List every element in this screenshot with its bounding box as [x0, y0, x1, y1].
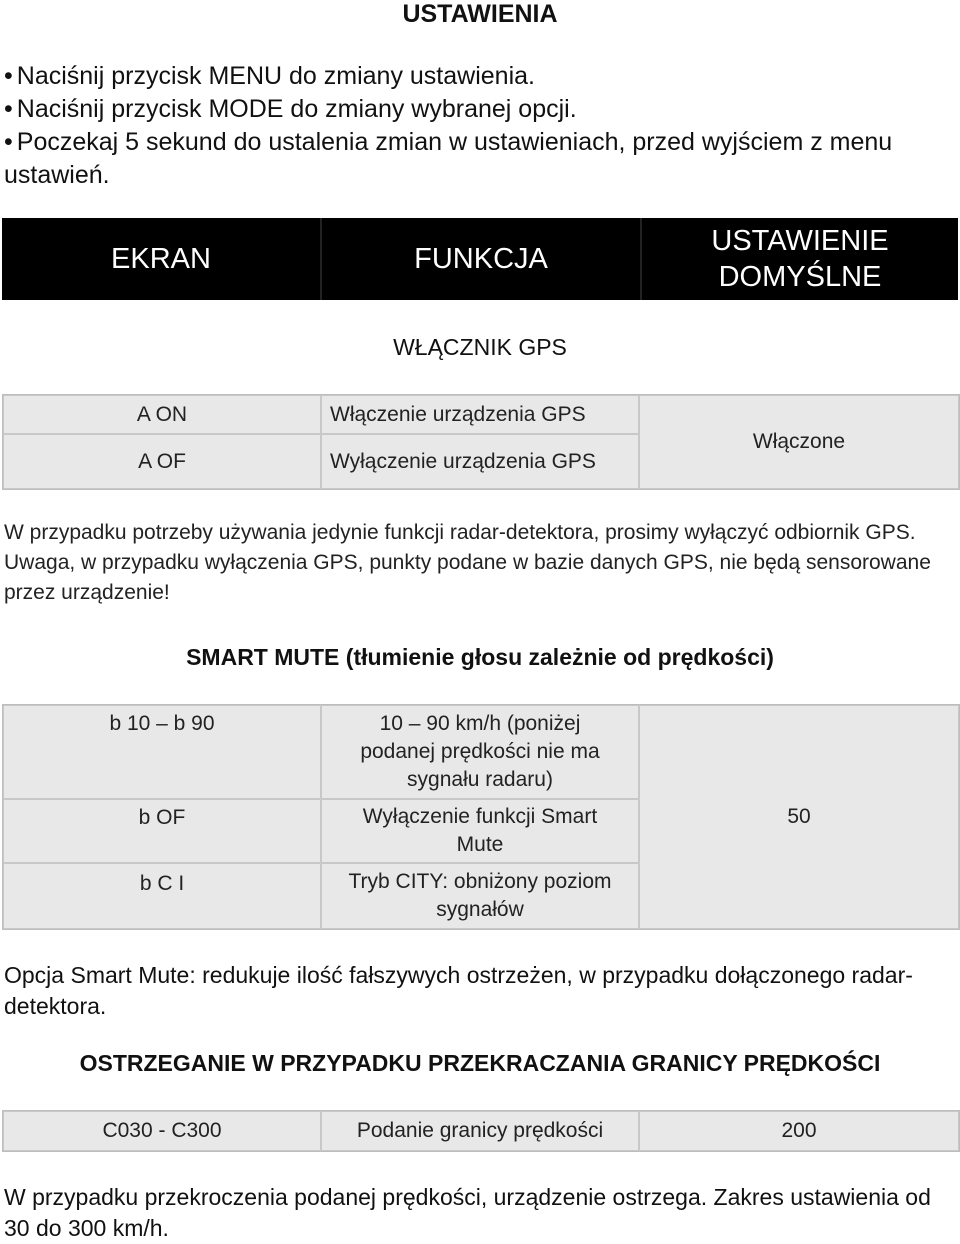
gps-row-screen: A OF [3, 434, 321, 489]
gps-section-title: WŁĄCZNIK GPS [393, 334, 567, 360]
speed-row-function: Podanie granicy prędkości [321, 1111, 639, 1151]
gps-note: W przypadku potrzeby używania jedynie funkcji radar-detektora, prosimy wyłączyć odbiornik GPS. Uwaga, w przypadku wyłączenia GPS, punkty podane w bazie danych GPS, nie będą sensorowane przez urządzenie! [4, 521, 931, 604]
header-default: USTAWIENIE DOMYŚLNE [711, 225, 889, 293]
smart-mute-row-function: 10 – 90 km/h (poniżej podanej prędkości nie ma sygnału radaru) [321, 705, 639, 799]
gps-table [2, 394, 960, 490]
gps-row-function: Włączenie urządzenia GPS [321, 395, 639, 434]
instruction-item: • Naciśnij przycisk MENU do zmiany ustawienia. [4, 60, 954, 93]
instruction-item: • Naciśnij przycisk MODE do zmiany wybranej opcji. [4, 93, 954, 126]
smart-mute-table [2, 704, 960, 930]
smart-mute-section-title: SMART MUTE (tłumienie głosu zależnie od prędkości) [186, 644, 774, 670]
smart-mute-note: Opcja Smart Mute: redukuje ilość fałszywych ostrzeżen, w przypadku dołączonego radar-detektora. [4, 962, 913, 1019]
instruction-list [4, 60, 954, 192]
smart-mute-row-function: Wyłączenie funkcji Smart Mute [321, 799, 639, 863]
header-function: FUNKCJA [322, 218, 642, 300]
speed-note: W przypadku przekroczenia podanej prędkości, urządzenie ostrzega. Zakres ustawienia od 30 do 300 km/h. [4, 1184, 931, 1241]
smart-mute-default-value: 50 [639, 705, 959, 929]
smart-mute-row-screen: b OF [3, 799, 321, 863]
header-screen: EKRAN [2, 218, 322, 300]
speed-row-screen: C030 - C300 [3, 1111, 321, 1151]
smart-mute-row-screen: b C I [3, 863, 321, 929]
gps-row-screen: A ON [3, 395, 321, 434]
speed-section-title: OSTRZEGANIE W PRZYPADKU PRZEKRACZANIA GRANICY PRĘDKOŚCI [79, 1050, 881, 1076]
speed-default-value: 200 [639, 1111, 959, 1151]
smart-mute-row-function: Tryb CITY: obniżony poziom sygnałów [321, 863, 639, 929]
instruction-item: • Poczekaj 5 sekund do ustalenia zmian w ustawieniach, przed wyjściem z menu ustawień. [4, 126, 954, 192]
speed-table [2, 1110, 960, 1152]
page-title: USTAWIENIA [402, 0, 558, 28]
gps-default-value: Włączone [639, 395, 959, 489]
table-header [2, 218, 958, 300]
gps-row-function: Wyłączenie urządzenia GPS [321, 434, 639, 489]
smart-mute-row-screen: b 10 – b 90 [3, 705, 321, 799]
